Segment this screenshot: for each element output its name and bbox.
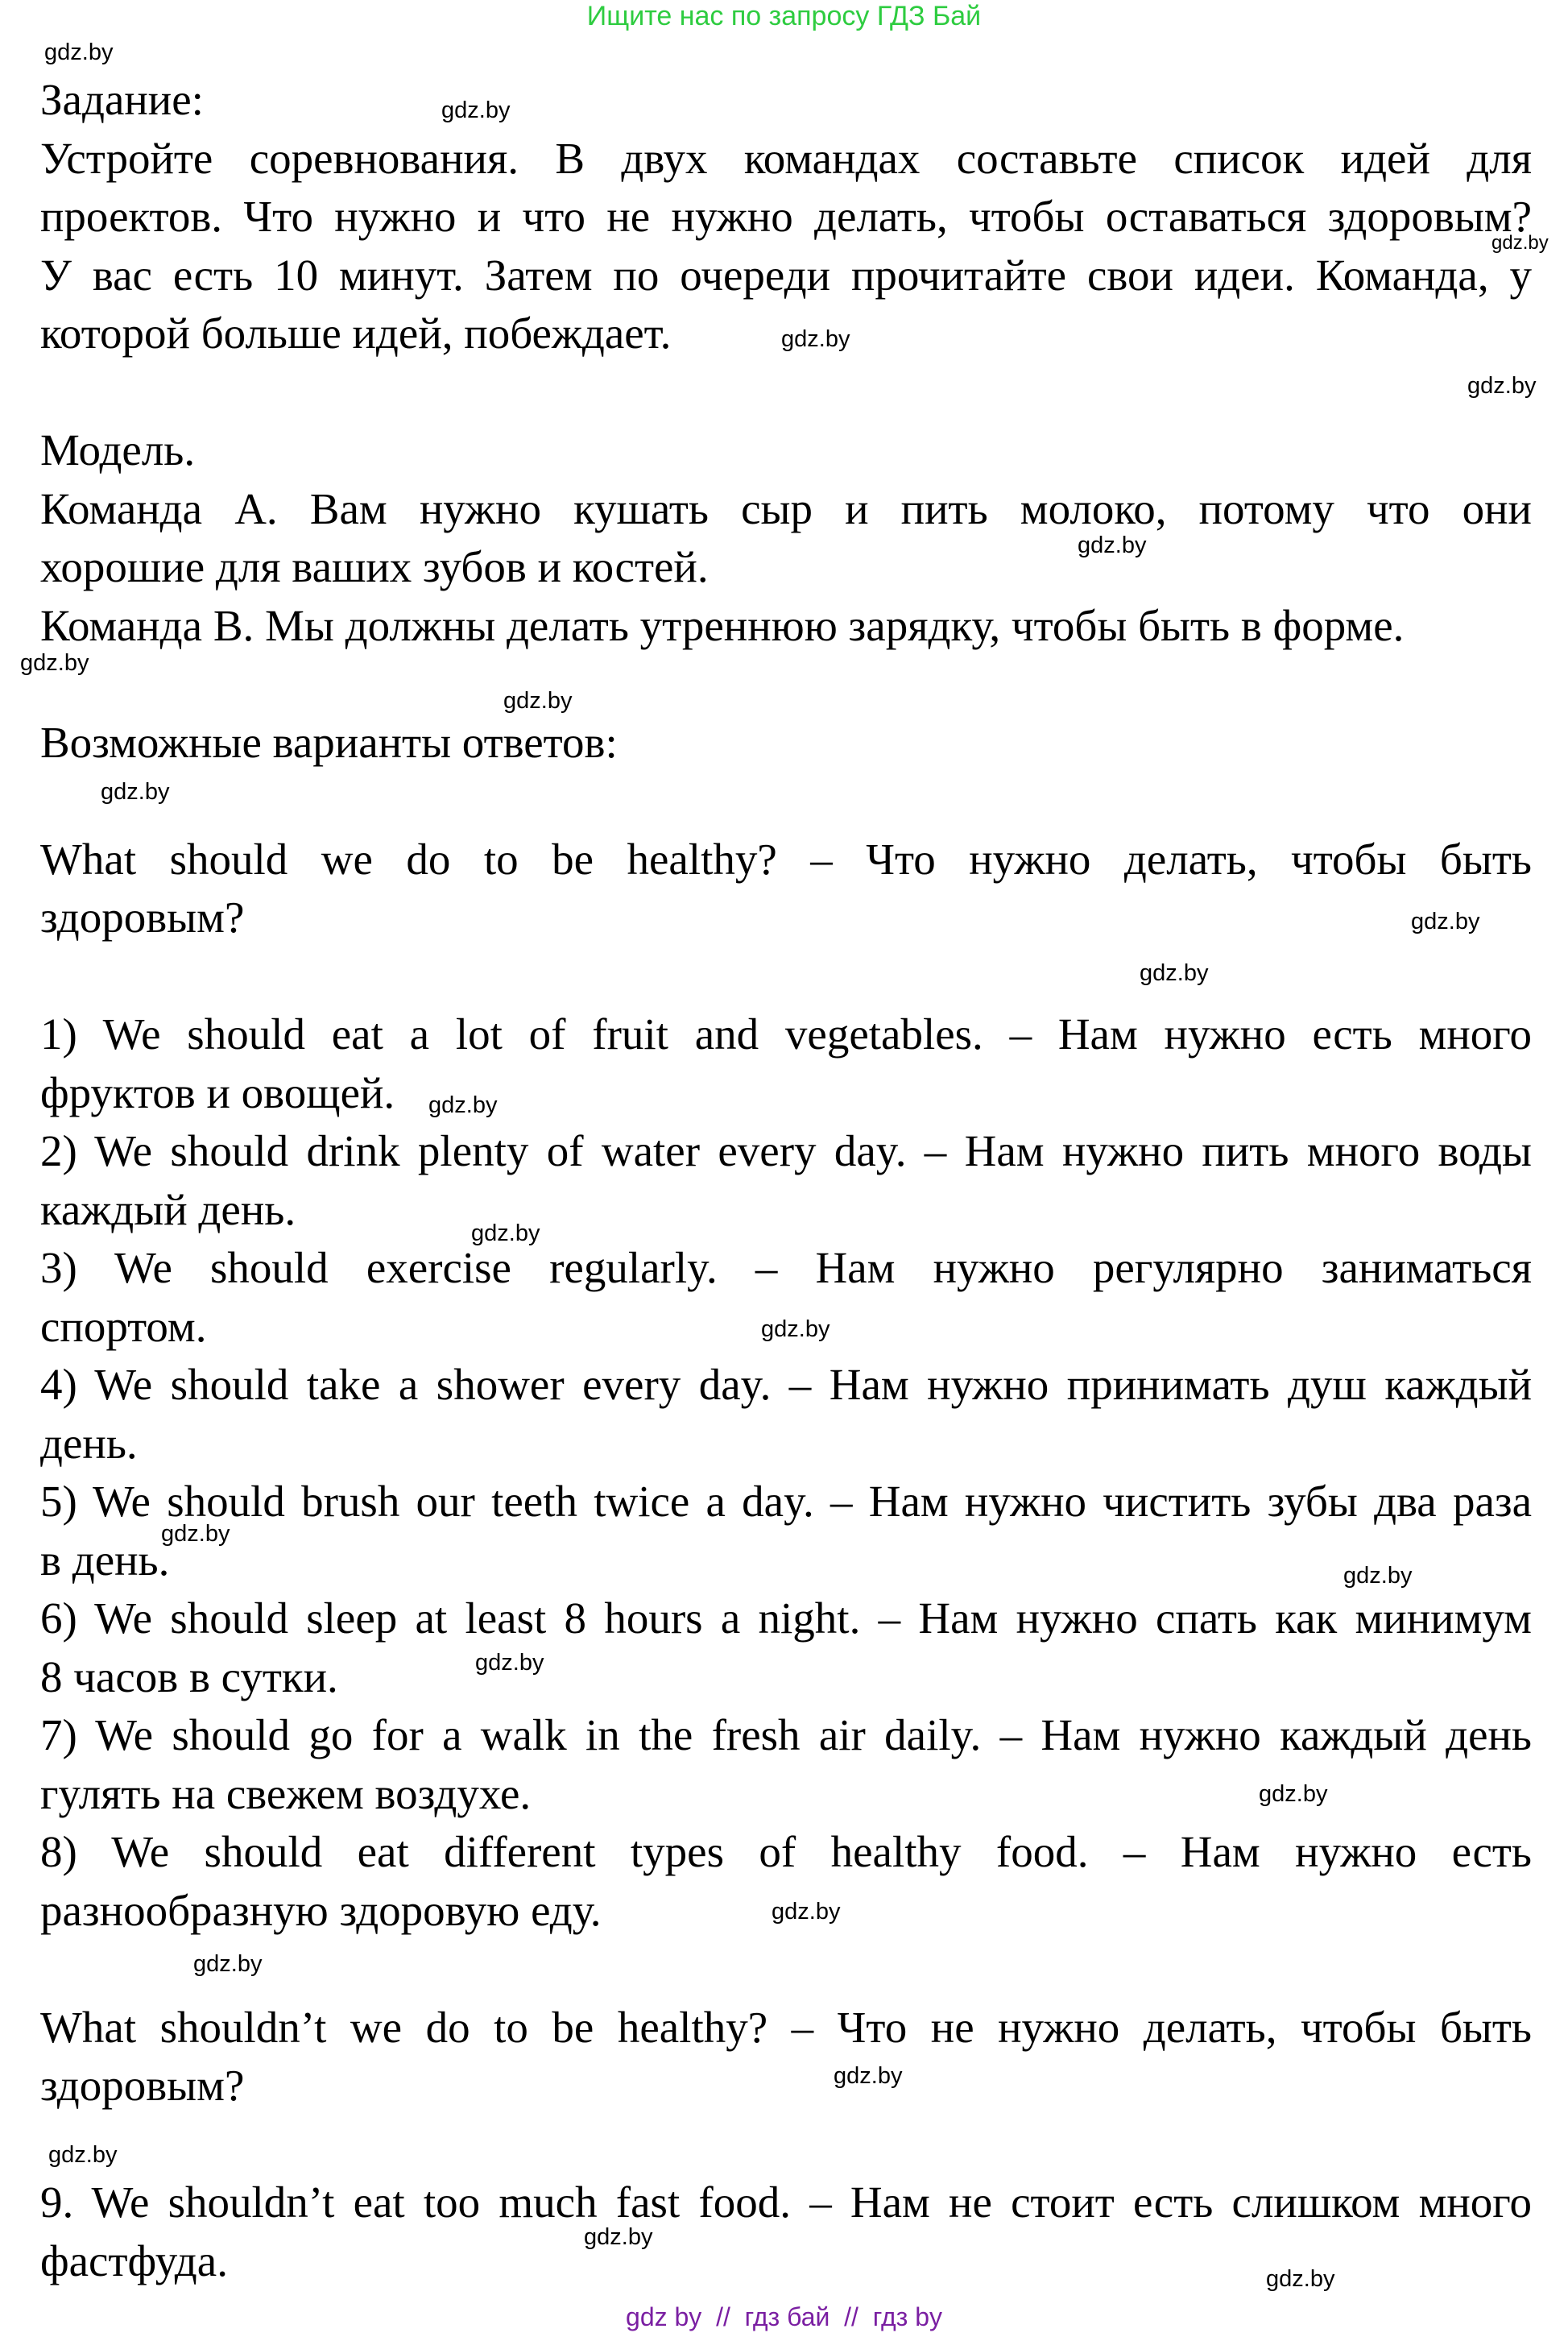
watermark: gdz.by [193, 1951, 263, 1977]
list-item-cont: 8 часов в сутки. [40, 1651, 338, 1701]
list-item-cont: день. [40, 1418, 138, 1468]
watermark: gdz.by [781, 326, 850, 352]
list-item: 2) We should drink plenty of water every day. – Нам нужно пить много воды [40, 1126, 1532, 1175]
list-item-cont: каждый день. [40, 1184, 296, 1234]
list-item-cont: в день. [40, 1535, 170, 1585]
watermark: gdz.by [1266, 2266, 1335, 2292]
watermark: gdz.by [1467, 373, 1537, 399]
watermark: gdz.by [471, 1220, 540, 1246]
list-item: 3) We should exercise regularly. – Нам нужно регулярно заниматься [40, 1243, 1532, 1292]
should-heading: What should we do to be healthy? – Что нужно делать, чтобы быть [40, 834, 1532, 884]
answers-label: Возможные варианты ответов: [40, 717, 618, 767]
watermark: gdz.by [761, 1316, 830, 1342]
watermark: gdz.by [428, 1092, 498, 1118]
task-line: которой больше идей, побеждает. [40, 309, 672, 358]
list-item-cont: гулять на свежем воздухе. [40, 1768, 532, 1818]
watermark: gdz.by [1411, 909, 1480, 934]
watermark: gdz.by [20, 650, 89, 676]
should-heading: здоровым? [40, 893, 245, 942]
watermark: gdz.by [584, 2224, 653, 2250]
header-search-hint[interactable]: Ищите нас по запросу ГДЗ Бай [586, 1, 982, 31]
shouldnt-heading: здоровым? [40, 2061, 245, 2110]
list-item-cont: спортом. [40, 1301, 207, 1351]
list-item: 7) We should go for a walk in the fresh air daily. – Нам нужно каждый день [40, 1710, 1532, 1759]
watermark: gdz.by [44, 39, 114, 65]
list-item-cont: фруктов и овощей. [40, 1067, 395, 1117]
model-line: Команда В. Мы должны делать утреннюю зарядку, чтобы быть в форме. [40, 600, 1405, 650]
watermark: gdz.by [503, 688, 573, 714]
footer-links[interactable]: gdz by // гдз бай // гдз by [626, 2302, 942, 2331]
watermark: gdz.by [48, 2142, 118, 2168]
watermark: gdz.by [1140, 960, 1209, 986]
model-line: хорошие для ваших зубов и костей. [40, 542, 709, 591]
model-line: Команда А. Вам нужно кушать сыр и пить молоко, потому что они [40, 483, 1532, 533]
watermark: gdz.by [1343, 1563, 1413, 1589]
list-item: 4) We should take a shower every day. – Нам нужно принимать душ каждый [40, 1360, 1532, 1409]
watermark: gdz.by [772, 1899, 841, 1925]
task-line: проектов. Что нужно и что не нужно делать, чтобы оставаться здоровым? [40, 192, 1532, 241]
list-item-cont: фастфуда. [40, 2235, 228, 2285]
list-item: 8) We should eat different types of healthy food. – Нам нужно есть [40, 1827, 1532, 1876]
task-line: У вас есть 10 минут. Затем по очереди прочитайте свои идеи. Команда, у [40, 250, 1532, 300]
watermark: gdz.by [1491, 232, 1549, 254]
list-item-cont: разнообразную здоровую еду. [40, 1885, 602, 1935]
task-line: Устройте соревнования. В двух командах составьте список идей для [40, 133, 1532, 183]
model-label: Модель. [40, 425, 196, 474]
watermark: gdz.by [834, 2063, 903, 2089]
watermark: gdz.by [475, 1650, 544, 1676]
list-item: 9. We shouldn’t eat too much fast food. – Нам не стоит есть слишком много [40, 2177, 1532, 2227]
list-item: 1) We should eat a lot of fruit and vegetables. – Нам нужно есть много [40, 1009, 1532, 1059]
watermark: gdz.by [161, 1521, 230, 1547]
list-item: 5) We should brush our teeth twice a day. – Нам нужно чистить зубы два раза [40, 1477, 1532, 1526]
shouldnt-heading: What shouldn’t we do to be healthy? – Что не нужно делать, чтобы быть [40, 2002, 1532, 2052]
watermark: gdz.by [1259, 1781, 1328, 1807]
list-item: 6) We should sleep at least 8 hours a night. – Нам нужно спать как минимум [40, 1593, 1532, 1643]
watermark: gdz.by [101, 779, 170, 805]
document-body [40, 71, 1532, 2290]
task-label: Задание: [40, 75, 204, 124]
watermark: gdz.by [441, 97, 511, 123]
watermark: gdz.by [1078, 532, 1147, 558]
